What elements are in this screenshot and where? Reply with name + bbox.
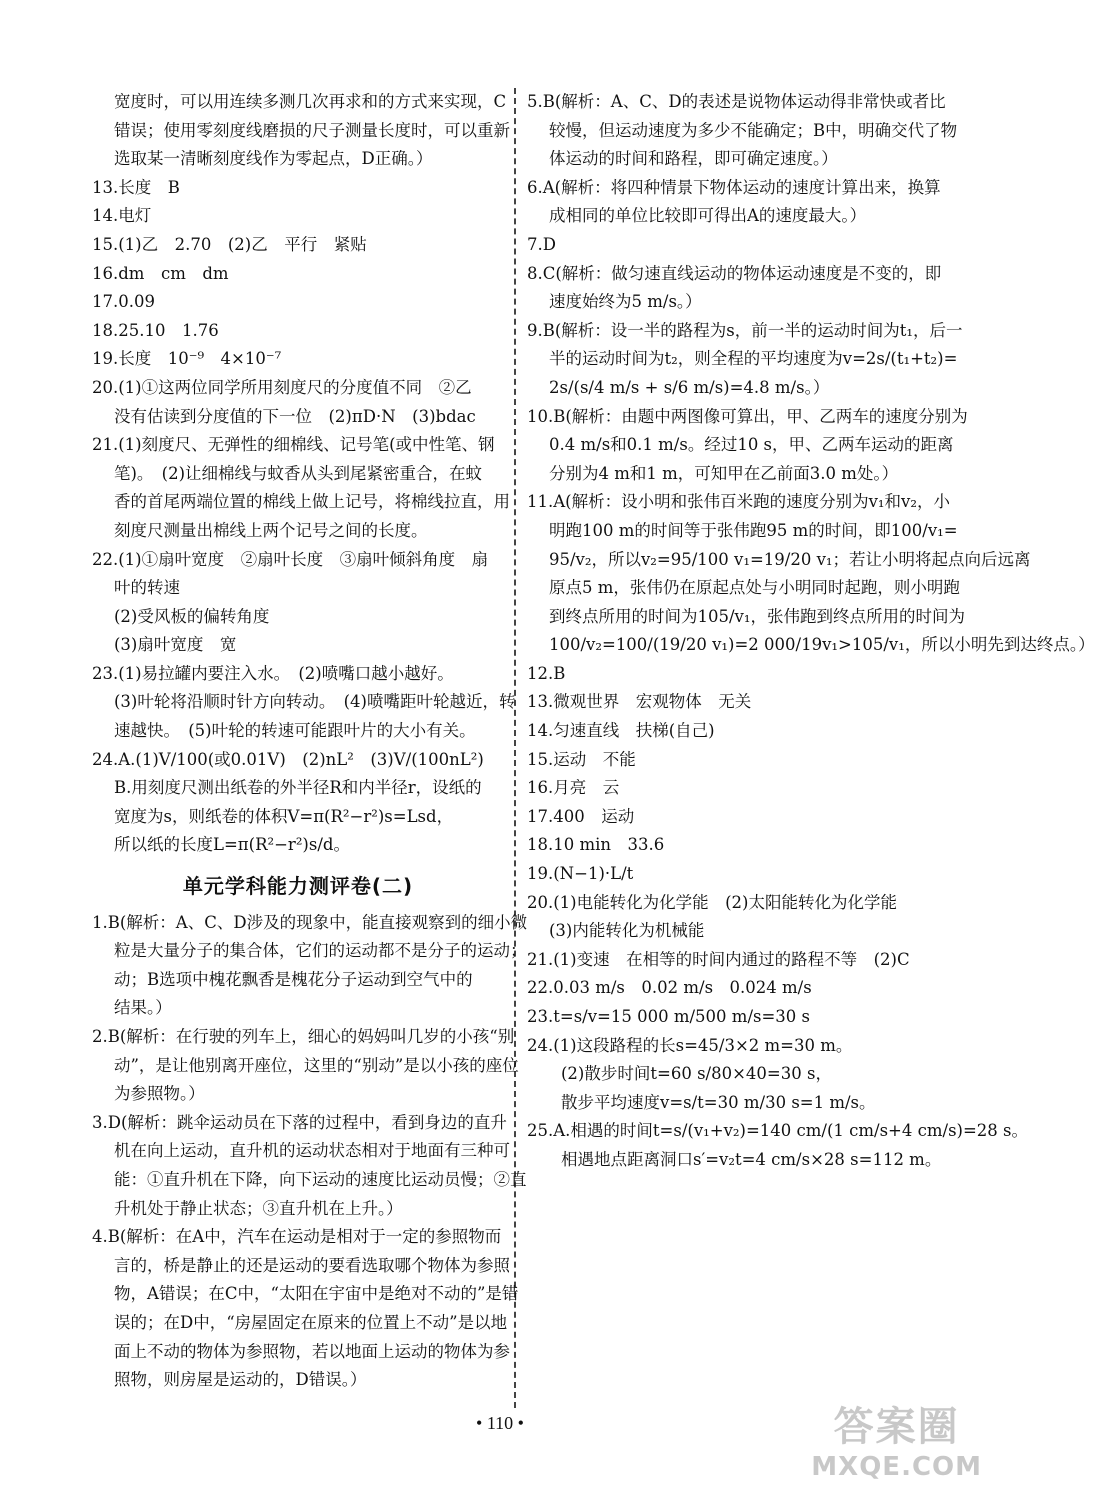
- answer-line: 叶的转速: [114, 578, 180, 598]
- answer-line: 动；B选项中槐花飘香是槐花分子运动到空气中的: [114, 969, 473, 989]
- answer-line: 15.(1)乙 2.70 (2)乙 平行 紧贴: [92, 234, 367, 254]
- answer-line: 原点5 m，张伟仍在原起点处与小明同时起跑，则小明跑: [549, 578, 960, 598]
- answer-line: (3)叶轮将沿顺时针方向转动。 (4)喷嘴距叶轮越近，转: [114, 692, 516, 712]
- answer-line: 17.400 运动: [527, 806, 635, 826]
- answer-line: 体运动的时间和路程，即可确定速度。）: [549, 149, 838, 169]
- left-answers-part2: [92, 909, 528, 1395]
- answer-line: 3.D(解析：跳伞运动员在下落的过程中，看到身边的直升: [92, 1112, 507, 1132]
- answer-line: 18.25.10 1.76: [92, 320, 219, 340]
- right-column: [527, 88, 1095, 1175]
- answer-line: 23.t=s/v=15 000 m/500 m/s=30 s: [527, 1007, 810, 1026]
- answer-line: 0.4 m/s和0.1 m/s。经过10 s，甲、乙两车运动的距离: [549, 435, 954, 455]
- answer-line: 22.0.03 m/s 0.02 m/s 0.024 m/s: [527, 978, 812, 998]
- answer-line: 速越快。 (5)叶轮的转速可能跟叶片的大小有关。: [114, 721, 476, 741]
- answer-line: 相遇地点距离洞口s′=v₂t=4 cm/s×28 s=112 m。: [561, 1149, 942, 1169]
- answer-line: 选取某一清晰刻度线作为零起点，D正确。）: [114, 149, 433, 169]
- answer-line: 到终点所用的时间为105/v₁，张伟跑到终点所用的时间为: [549, 606, 965, 626]
- right-answers: [527, 88, 1095, 1175]
- answer-line: (3)扇叶宽度 宽: [114, 635, 237, 655]
- answer-line: 机在向上运动，直升机的运动状态相对于地面有三种可: [114, 1141, 510, 1161]
- answer-line: 12.B: [527, 663, 566, 683]
- answer-line: 刻度尺测量出棉线上两个记号之间的长度。: [114, 520, 428, 540]
- section-heading: 单元学科能力测评卷(二): [182, 874, 414, 899]
- answer-line: 分别为4 m和1 m，可知甲在乙前面3.0 m处。）: [549, 463, 899, 483]
- answer-line: 18.10 min 33.6: [527, 835, 665, 855]
- answer-line: 19.长度 10⁻⁹ 4×10⁻⁷: [92, 349, 282, 369]
- answer-line: 22.(1)①扇叶宽度 ②扇叶长度 ③扇叶倾斜角度 扇: [92, 549, 489, 569]
- answer-line: (2)受风板的偏转角度: [114, 606, 270, 626]
- page-number: • 110 •: [476, 1413, 524, 1433]
- answer-line: 19.(N−1)·L/t: [527, 864, 634, 884]
- answer-line: B.用刻度尺测出纸卷的外半径R和内半径r，设纸的: [114, 778, 482, 798]
- answer-line: 误的；在D中，“房屋固定在原来的位置上不动”是以地: [114, 1312, 508, 1332]
- answer-line: 所以纸的长度L=π(R²−r²)s/d。: [114, 835, 350, 855]
- answer-line: 20.(1)电能转化为化学能 (2)太阳能转化为化学能: [527, 892, 897, 912]
- answer-line: 21.(1)变速 在相等的时间内通过的路程不等 (2)C: [527, 949, 910, 969]
- answer-line: 16.dm cm dm: [92, 263, 229, 283]
- answer-line: 笔)。 (2)让细棉线与蚊香从头到尾紧密重合，在蚊: [114, 463, 483, 483]
- answer-line: 8.C(解析：做匀速直线运动的物体运动速度是不变的，即: [527, 263, 942, 283]
- answer-line: 24.A.(1)V/100(或0.01V) (2)nL² (3)V/(100nL²): [92, 749, 484, 769]
- answer-line: 17.0.09: [92, 292, 155, 312]
- answer-line: 错误；使用零刻度线磨损的尺子测量长度时，可以重新: [114, 120, 510, 140]
- answer-line: 16.月亮 云: [527, 778, 620, 798]
- answer-line: 7.D: [527, 234, 556, 254]
- watermark-text: 答案圈: [833, 1404, 960, 1450]
- answer-line: 2.B(解析：在行驶的列车上，细心的妈妈叫几岁的小孩“别: [92, 1027, 515, 1046]
- answer-line: 香的首尾两端位置的棉线上做上记号，将棉线拉直，用: [114, 492, 510, 512]
- answer-line: 5.B(解析：A、C、D的表述是说物体运动得非常快或者比: [527, 92, 946, 111]
- answer-line: 宽度时，可以用连续多测几次再求和的方式来实现，C: [114, 92, 507, 111]
- answer-line: 14.匀速直线 扶梯(自己): [527, 721, 715, 741]
- answer-line: 13.长度 B: [92, 177, 180, 197]
- answer-line: 升机处于静止状态；③直升机在上升。）: [114, 1198, 403, 1218]
- answer-line: 10.B(解析：由题中两图像可算出，甲、乙两车的速度分别为: [527, 406, 968, 426]
- answer-line: 言的，桥是静止的还是运动的要看选取哪个物体为参照: [114, 1255, 510, 1275]
- answer-line: 24.(1)这段路程的长s=45/3×2 m=30 m。: [527, 1035, 853, 1055]
- answer-line: 14.电灯: [92, 206, 152, 226]
- answer-line: (2)散步时间t=60 s/80×40=30 s，: [561, 1064, 832, 1084]
- answer-line: 100/v₂=100/(19/20 v₁)=2 000/19v₁>105/v₁，所以小明先到达终点。）: [549, 635, 1095, 655]
- answer-line: 11.A(解析：设小明和张伟百米跑的速度分别为v₁和v₂，小: [527, 492, 950, 512]
- answer-line: 15.运动 不能: [527, 749, 636, 769]
- answer-line: 1.B(解析：A、C、D涉及的现象中，能直接观察到的细小微: [92, 912, 528, 932]
- answer-line: 9.B(解析：设一半的路程为s，前一半的运动时间为t₁，后一: [527, 320, 963, 340]
- answer-line: 动”，是让他别离开座位，这里的“别动”是以小孩的座位: [114, 1055, 519, 1075]
- answer-line: 为参照物。）: [114, 1084, 205, 1104]
- answer-line: 21.(1)刻度尺、无弹性的细棉线、记号笔(或中性笔、钢: [92, 435, 495, 455]
- answer-line: 照物，则房屋是运动的，D错误。）: [114, 1370, 367, 1390]
- answer-line: 宽度为s，则纸卷的体积V=π(R²−r²)s=Lsd，: [114, 806, 454, 826]
- answer-line: 4.B(解析：在A中，汽车在运动是相对于一定的参照物而: [92, 1227, 502, 1247]
- answer-line: 6.A(解析：将四种情景下物体运动的速度计算出来，换算: [527, 177, 941, 197]
- answer-line: 散步平均速度v=s/t=30 m/30 s=1 m/s。: [561, 1092, 876, 1112]
- answer-line: 速度始终为5 m/s。）: [549, 292, 702, 312]
- answer-line: 2s/(s/4 m/s + s/6 m/s)=4.8 m/s。）: [549, 377, 830, 397]
- answer-line: 25.A.相遇的时间t=s/(v₁+v₂)=140 cm/(1 cm/s+4 cm/s)=28 s。: [527, 1121, 1029, 1141]
- answer-line: 没有估读到分度值的下一位 (2)πD·N (3)bdac: [114, 406, 476, 426]
- answer-line: 物，A错误；在C中，“太阳在宇宙中是绝对不动的”是错: [114, 1284, 519, 1304]
- answer-line: 能：①直升机在下降，向下运动的速度比运动员慢；②直: [114, 1169, 527, 1189]
- answer-line: 结果。）: [114, 998, 172, 1018]
- answer-line: 面上不动的物体为参照物，若以地面上运动的物体为参: [114, 1341, 510, 1361]
- watermark-logo: [811, 1395, 982, 1482]
- answer-line: (3)内能转化为机械能: [549, 921, 705, 941]
- left-column: [92, 88, 528, 1395]
- left-answers-part1: [92, 88, 516, 860]
- answer-line: 明跑100 m的时间等于张伟跑95 m的时间，即100/v₁=: [549, 520, 958, 540]
- answer-line: 13.微观世界 宏观物体 无关: [527, 692, 752, 712]
- answer-line: 95/v₂，所以v₂=95/100 v₁=19/20 v₁；若让小明将起点向后远离: [549, 549, 1031, 569]
- watermark-domain: MXQE.COM: [811, 1452, 982, 1482]
- answer-line: 成相同的单位比较即可得出A的速度最大。）: [549, 206, 867, 226]
- answer-line: 粒是大量分子的集合体，它们的运动都不是分子的运动；: [114, 941, 527, 961]
- answer-line: 半的运动时间为t₂，则全程的平均速度为v=2s/(t₁+t₂)=: [549, 349, 958, 369]
- answer-line: 较慢，但运动速度为多少不能确定；B中，明确交代了物: [549, 120, 958, 140]
- answer-line: 23.(1)易拉罐内要注入水。 (2)喷嘴口越小越好。: [92, 663, 454, 683]
- answer-line: 20.(1)①这两位同学所用刻度尺的分度值不同 ②乙: [92, 377, 472, 397]
- column-divider: [514, 88, 516, 1408]
